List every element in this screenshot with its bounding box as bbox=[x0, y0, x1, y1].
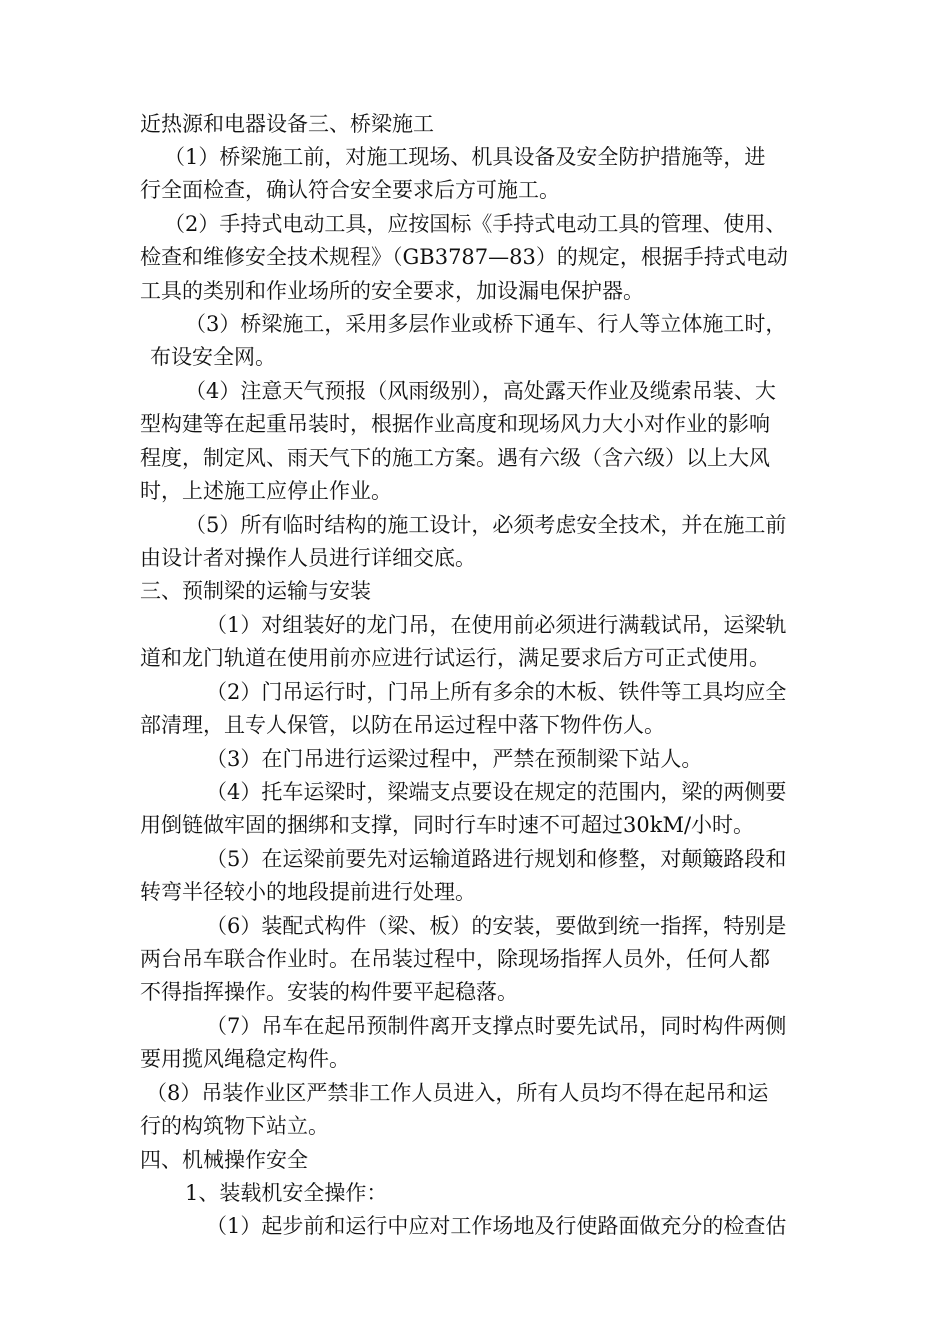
text-line-paragraph-start: （2）门吊运行时，门吊上所有多余的木板、铁件等工具均应全 bbox=[206, 680, 787, 704]
text-line: 由设计者对操作人员进行详细交底。 bbox=[140, 546, 476, 570]
text-line-paragraph-start: （8）吊装作业区严禁非工作人员进入，所有人员均不得在起吊和运 bbox=[146, 1081, 769, 1105]
text-line: 两台吊车联合作业时。在吊装过程中，除现场指挥人员外，任何人都 bbox=[140, 947, 770, 971]
text-line: 检查和维修安全技术规程》（GB3787—83）的规定，根据手持式电动 bbox=[140, 245, 788, 269]
text-line: 布设安全网。 bbox=[150, 345, 276, 369]
text-line-paragraph-start: （5）在运梁前要先对运输道路进行规划和修整，对颠簸路段和 bbox=[206, 847, 787, 871]
text-line-paragraph-start: （1）起步前和运行中应对工作场地及行使路面做充分的检查估 bbox=[206, 1214, 787, 1238]
text-line: 道和龙门轨道在使用前亦应进行试运行，满足要求后方可正式使用。 bbox=[140, 646, 770, 670]
subsection-heading: 1、装载机安全操作： bbox=[185, 1181, 388, 1205]
text-line: 程度，制定风、雨天气下的施工方案。遇有六级（含六级）以上大风 bbox=[140, 446, 770, 470]
text-line-paragraph-start: （1）对组装好的龙门吊，在使用前必须进行满载试吊，运梁轨 bbox=[206, 613, 787, 637]
text-line-paragraph-start: （7）吊车在起吊预制件离开支撑点时要先试吊，同时构件两侧 bbox=[206, 1014, 787, 1038]
text-line: 转弯半径较小的地段提前进行处理。 bbox=[140, 880, 476, 904]
section-heading: 四、机械操作安全 bbox=[140, 1148, 308, 1172]
text-line: 用倒链做牢固的捆绑和支撑，同时行车时速不可超过30kM/小时。 bbox=[140, 813, 755, 837]
text-line-paragraph-start: （2）手持式电动工具，应按国标《手持式电动工具的管理、使用、 bbox=[164, 212, 787, 236]
text-line-paragraph-start: （3）在门吊进行运梁过程中，严禁在预制梁下站人。 bbox=[206, 747, 703, 771]
text-line-paragraph-start: （1）桥梁施工前，对施工现场、机具设备及安全防护措施等，进 bbox=[164, 145, 766, 169]
text-line: 时，上述施工应停止作业。 bbox=[140, 479, 392, 503]
text-line-paragraph-start: （6）装配式构件（梁、板）的安装，要做到统一指挥，特别是 bbox=[206, 914, 787, 938]
text-line-heading: 近热源和电器设备三、桥梁施工 bbox=[140, 112, 434, 136]
text-line-paragraph-start: （5）所有临时结构的施工设计，必须考虑安全技术，并在施工前 bbox=[185, 513, 787, 537]
text-line: 不得指挥操作。安装的构件要平起稳落。 bbox=[140, 980, 518, 1004]
text-line: 工具的类别和作业场所的安全要求，加设漏电保护器。 bbox=[140, 279, 644, 303]
section-heading: 三、预制梁的运输与安装 bbox=[140, 579, 371, 603]
text-line: 部清理，且专人保管，以防在吊运过程中落下物件伤人。 bbox=[140, 713, 665, 737]
text-line-paragraph-start: （4）注意天气预报（风雨级别），高处露天作业及缆索吊装、大 bbox=[185, 379, 776, 403]
text-line: 行全面检查，确认符合安全要求后方可施工。 bbox=[140, 178, 560, 202]
text-line-paragraph-start: （4）托车运梁时，梁端支点要设在规定的范围内，梁的两侧要 bbox=[206, 780, 787, 804]
text-line: 型构建等在起重吊装时，根据作业高度和现场风力大小对作业的影响 bbox=[140, 412, 770, 436]
text-line-paragraph-start: （3）桥梁施工，采用多层作业或桥下通车、行人等立体施工时， bbox=[185, 312, 787, 336]
text-line: 行的构筑物下站立。 bbox=[140, 1114, 329, 1138]
text-line: 要用揽风绳稳定构件。 bbox=[140, 1047, 350, 1071]
